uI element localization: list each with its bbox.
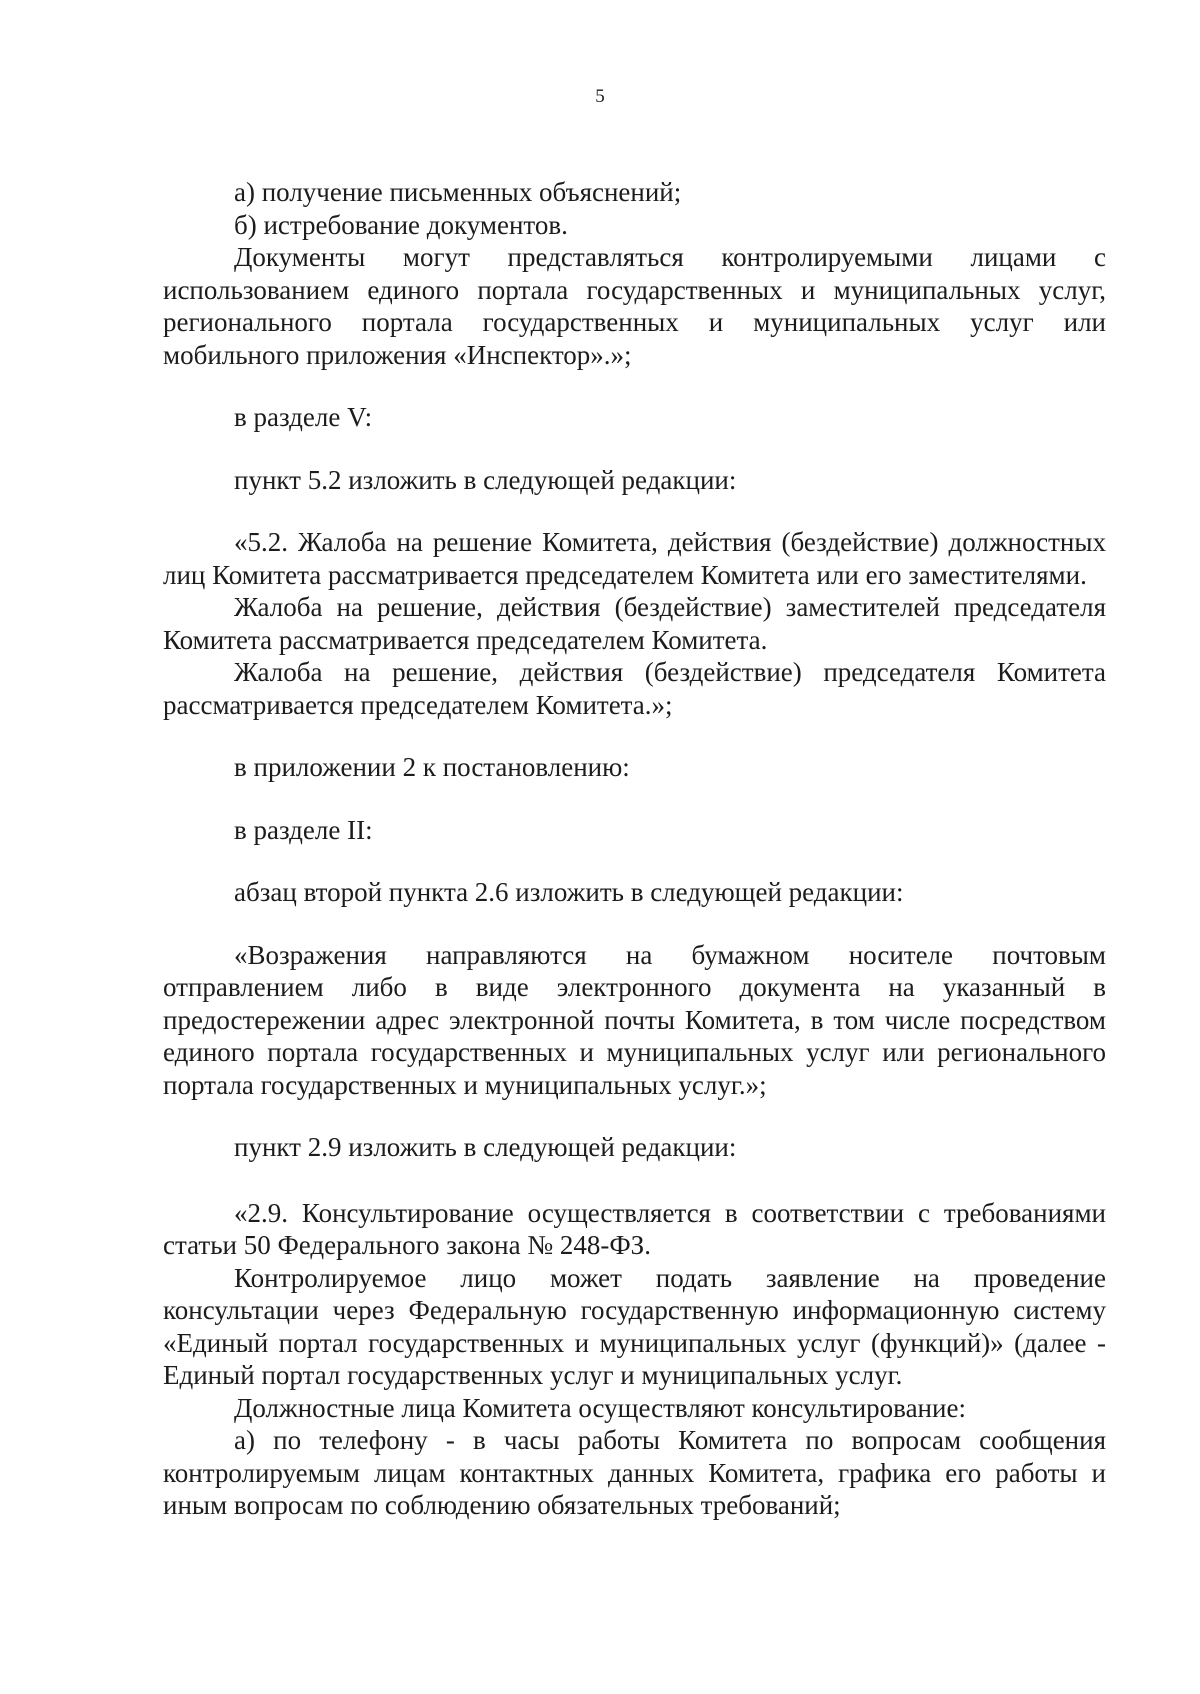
paragraph-item-a-phone: а) по телефону - в часы работы Комитета по вопросам сообщения контролируемым лицам контактных данных Комитета, графика его работы и иным вопросам по соблюдению обязательных требований;: [163, 1425, 1106, 1520]
paragraph-point-2-9-intro: пункт 2.9 изложить в следующей редакции:: [234, 1132, 737, 1162]
paragraph-point-2-9-text: «2.9. Консультирование осуществляется в соответствии с требованиями статьи 50 Федерального закона № 248-ФЗ.: [163, 1197, 1106, 1260]
paragraph-officials-consult: Должностные лица Комитета осуществляют консультирование:: [234, 1392, 966, 1423]
paragraph-point-5-2-text: «5.2. Жалоба на решение Комитета, действия (бездействие) должностных лиц Комитета рассматривается председателем Комитета или его заместителями.: [163, 527, 1106, 590]
page-number: 5: [595, 86, 605, 107]
paragraph-item-a: а) получение письменных объяснений;: [234, 177, 682, 207]
paragraph-point-5-2-intro: пункт 5.2 изложить в следующей редакции:: [234, 464, 737, 495]
paragraph-point-2-6-intro: абзац второй пункта 2.6 изложить в следующей редакции:: [234, 877, 904, 907]
paragraph-section-ii: в разделе II:: [234, 814, 373, 845]
paragraph-complaint-chairman: Жалоба на решение, действия (бездействие) председателя Комитета рассматривается председателем Комитета.»;: [163, 657, 1106, 720]
paragraph-appendix-2: в приложении 2 к постановлению:: [234, 752, 630, 782]
paragraph-section-v: в разделе V:: [234, 402, 373, 432]
paragraph-item-b: б) истребование документов.: [234, 209, 568, 240]
paragraph-documents: Документы могут представляться контролируемыми лицами с использованием единого портала государственных и муниципальных услуг, регионального портала государственных и муниципальных услуг или мобильного приложения «Инспектор».»;: [163, 242, 1106, 370]
paragraph-objections: «Возражения направляются на бумажном носителе почтовым отправлением либо в виде электронного документа на указанный в предостережении адрес электронной почты Комитета, в том числе посредством единого портала государственных и муниципальных услуг или регионального портала государственных и муниципальных услуг.»;: [163, 939, 1106, 1100]
document-body: [163, 176, 1106, 1522]
paragraph-complaint-deputies: Жалоба на решение, действия (бездействие) заместителей председателя Комитета рассматривается председателем Комитета.: [163, 592, 1106, 655]
paragraph-consultation-request: Контролируемое лицо может подать заявление на проведение консультации через Федеральную государственную информационную систему «Единый портал государственных и муниципальных услуг (функций)» (далее - Единый портал государственных услуг и муниципальных услуг.: [163, 1262, 1106, 1390]
